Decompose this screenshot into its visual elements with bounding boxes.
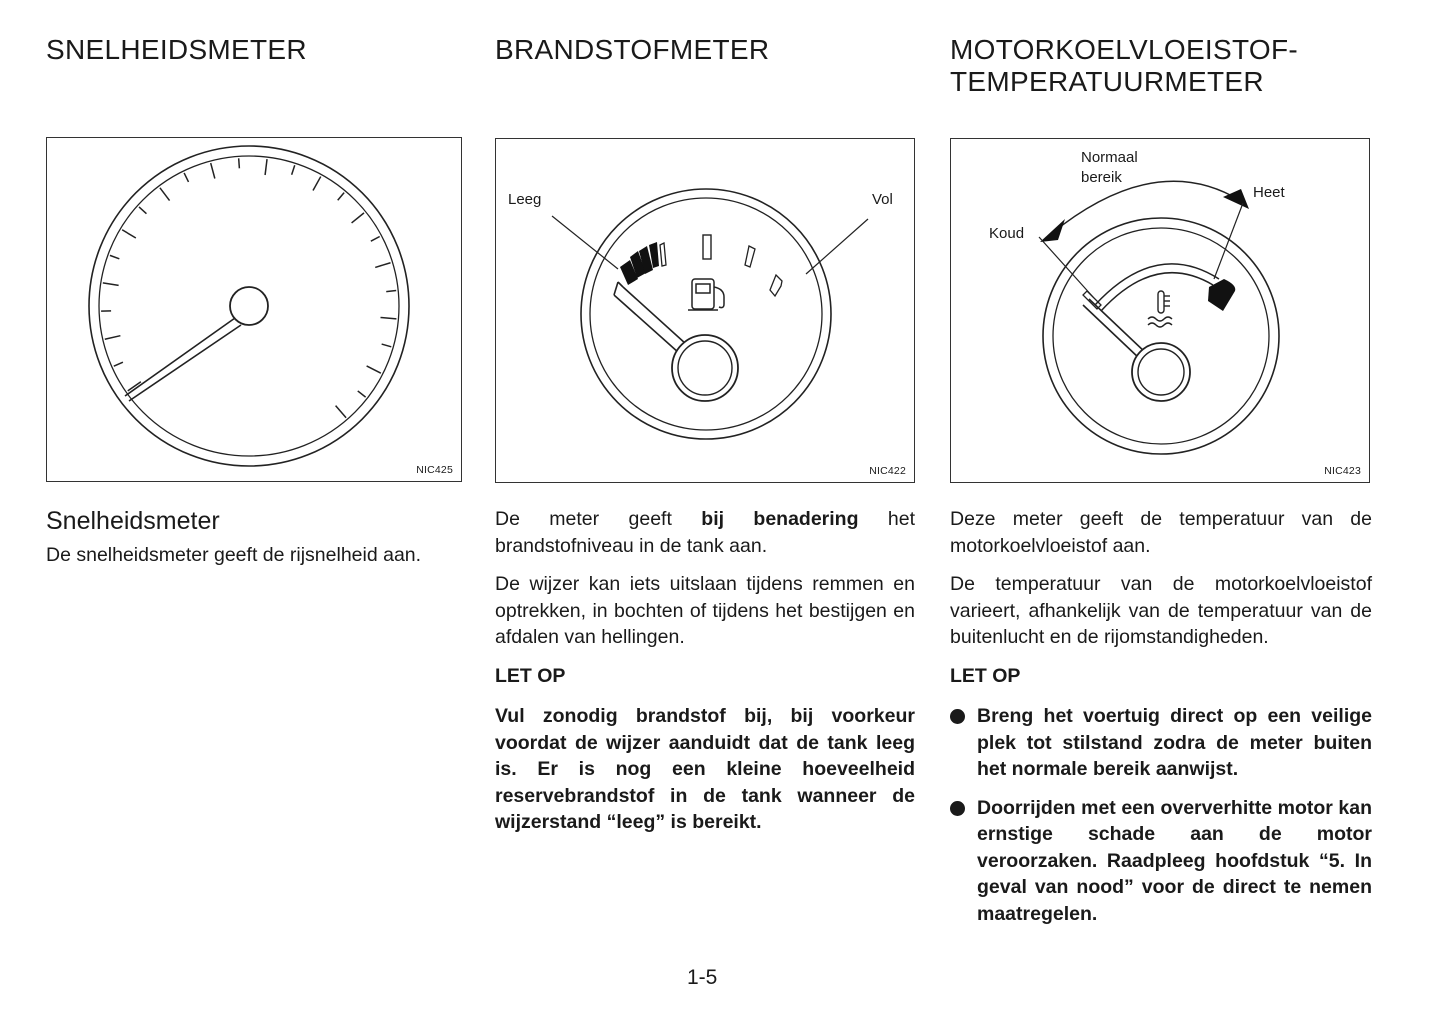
speedometer-tick (358, 391, 366, 397)
speedometer-body: De snelheidsmeter geeft de rijsnelheid aan. (46, 544, 422, 566)
speedometer-tick (114, 362, 123, 366)
speedometer-gauge-illustration (47, 138, 461, 480)
coolant-heading-line1: MOTORKOELVLOEISTOF- (950, 34, 1298, 65)
fuel-label-full: Vol (872, 191, 893, 208)
fuel-para1-bold: bij benadering (701, 508, 859, 530)
speedometer-tick (239, 158, 240, 168)
fuel-para1-start: De meter geeft (495, 508, 702, 530)
speedometer-text (46, 506, 462, 581)
coolant-figure-code: NIC423 (1324, 465, 1361, 477)
coolant-caution-item (950, 703, 1372, 783)
coolant-figure (950, 138, 1370, 483)
fuel-heading: BRANDSTOFMETER (495, 34, 770, 65)
speedometer-tick (292, 165, 295, 175)
page-number: 1-5 (687, 966, 718, 989)
fuel-figure-code: NIC422 (869, 465, 906, 477)
speedometer-tick (386, 291, 396, 292)
coolant-caution-label: LET OP (950, 664, 1021, 687)
speedometer-tick (184, 173, 188, 182)
coolant-para2: De temperatuur van de motorkoelvloeistof varieert, afhankelijk van de temperatuur van de buitenlucht en de rijomstandigheden. (950, 573, 1372, 648)
coolant-caution-item-text: Breng het voertuig direct op een veilige plek tot stilstand zodra de meter buiten het normale bereik aanwijst. (977, 705, 1372, 780)
fuel-text (495, 506, 915, 848)
coolant-heading-line2: TEMPERATUURMETER (950, 66, 1264, 97)
speedometer-figure (46, 137, 462, 482)
coolant-caution-item-text: Doorrijden met een oververhitte motor kan ernstige schade aan de motor veroorzaken. Raadpleeg hoofdstuk “5. In geval van nood” voor de direct te nemen maatregelen. (977, 796, 1372, 925)
speedometer-tick (139, 207, 146, 214)
speedometer-tick (382, 344, 392, 347)
coolant-heading (950, 34, 1298, 98)
fuel-para1-end: het brandstofniveau in de tank aan. (495, 508, 916, 557)
coolant-caution-item (950, 795, 1372, 928)
speedometer-tick (105, 336, 121, 340)
bullet-icon (950, 709, 965, 724)
speedometer-tick (380, 318, 396, 319)
fuel-para2: De wijzer kan iets uitslaan tijdens remmen en optrekken, in bochten of tijdens het bestijgen en afdalen van hellingen. (495, 573, 915, 648)
speedometer-tick (265, 159, 267, 175)
speedometer-tick (338, 193, 344, 201)
speedometer-tick (371, 237, 380, 242)
coolant-para1: Deze meter geeft de temperatuur van de motorkoelvloeistof aan. (950, 508, 1372, 557)
speedometer-tick (160, 188, 170, 201)
coolant-label-hot: Heet (1253, 184, 1285, 201)
fuel-caution-text: Vul zonodig brandstof bij, bij voorkeur voordat de wijzer aanduidt dat de tank leeg is. Er is nog een kleine hoeveelheid reservebrandstof in de tank wanneer de wijzerstand “leeg” is bereikt. (495, 705, 915, 833)
coolant-label-normal-2: bereik (1081, 169, 1122, 186)
fuel-para1 (495, 506, 915, 559)
speedometer-tick (352, 213, 364, 223)
speedometer-tick (122, 230, 136, 238)
coolant-label-normal-1: Normaal (1081, 149, 1138, 166)
speedometer-tick (110, 255, 119, 258)
speedometer-tick (103, 283, 119, 286)
speedometer-tick (336, 406, 346, 418)
speedometer-subheading: Snelheidsmeter (46, 507, 220, 535)
coolant-label-cold: Koud (989, 225, 1025, 242)
fuel-gauge-illustration (496, 139, 914, 481)
coolant-caution-list (950, 703, 1372, 927)
coolant-text (950, 506, 1372, 939)
speedometer-heading: SNELHEIDSMETER (46, 34, 307, 65)
speedometer-tick (313, 177, 321, 191)
speedometer-figure-code: NIC425 (416, 464, 453, 476)
speedometer-tick (367, 366, 381, 373)
coolant-gauge-illustration (951, 139, 1369, 481)
speedometer-tick (211, 163, 215, 178)
fuel-figure (495, 138, 915, 483)
bullet-icon (950, 801, 965, 816)
fuel-caution-label: LET OP (495, 664, 566, 687)
fuel-label-empty: Leeg (508, 191, 542, 208)
speedometer-tick (375, 263, 390, 268)
